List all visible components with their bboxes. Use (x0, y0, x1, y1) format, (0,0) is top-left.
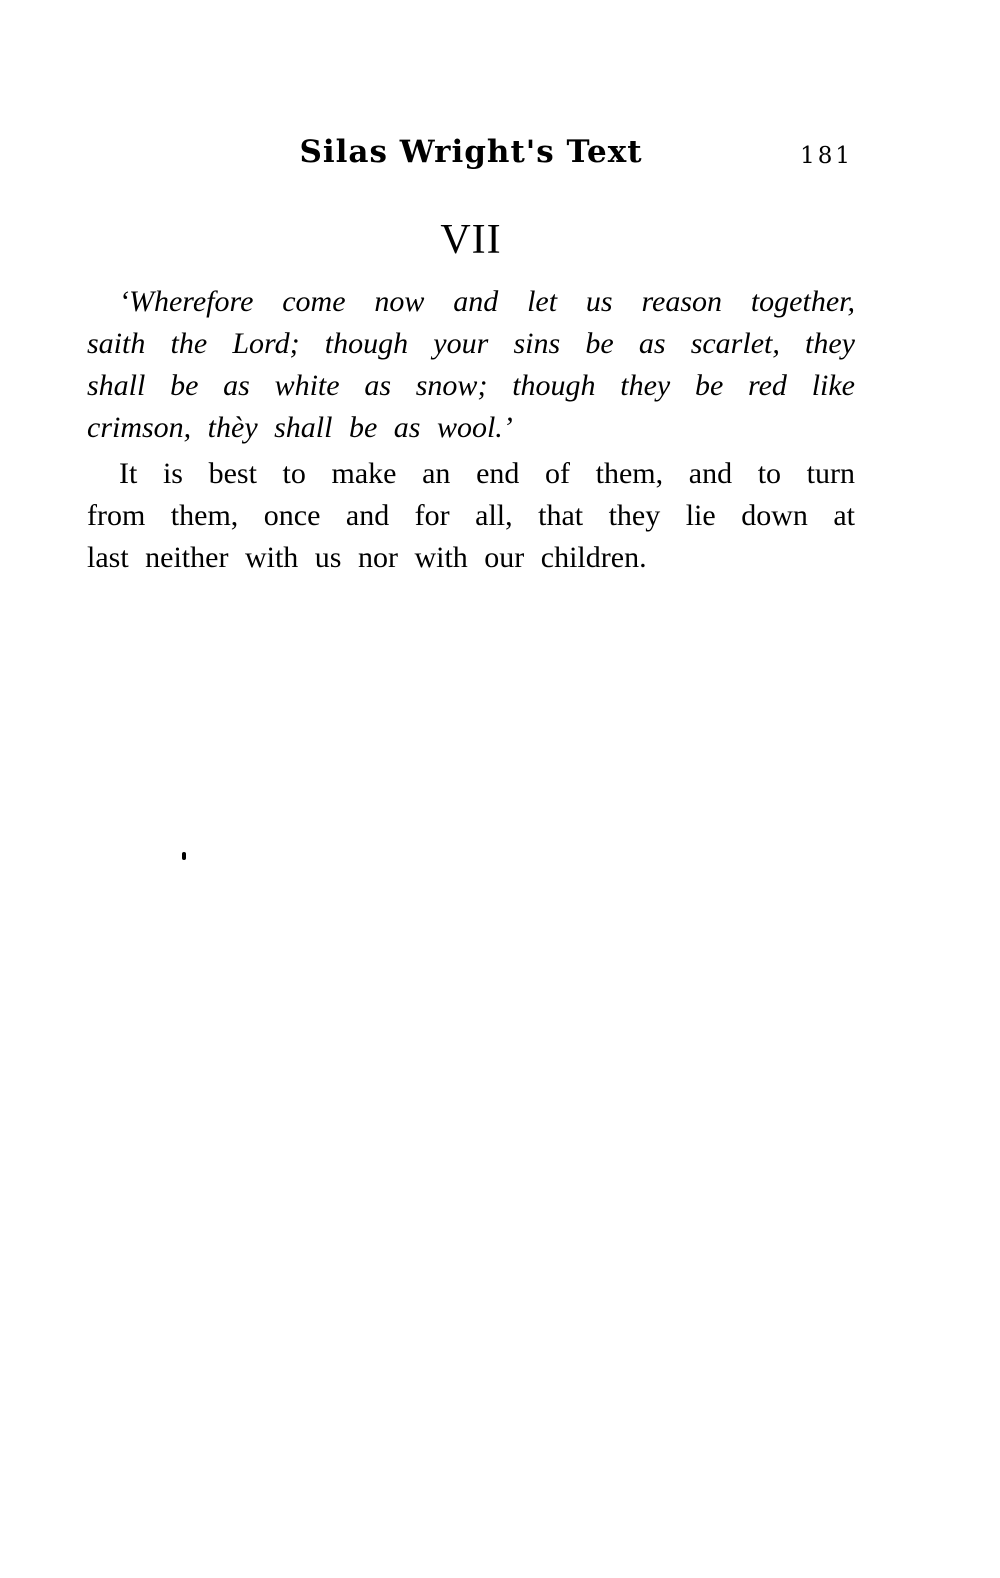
quote-line: crimson, thèy shall be as wool.’ (87, 411, 513, 444)
quote-line: shall be as white as snow; though they be red like (87, 369, 855, 402)
body-line: from them, once and for all, that they lie down at (87, 499, 855, 532)
scripture-quote-paragraph (87, 281, 855, 449)
body-text (87, 281, 855, 579)
quote-line: ‘Wherefore come now and let us reason together, (119, 285, 855, 318)
running-header (87, 134, 855, 176)
quote-line: saith the Lord; though your sins be as scarlet, they (87, 327, 855, 360)
running-header-title: Silas Wright's Text (299, 134, 643, 170)
body-line: last neither with us nor with our children. (87, 541, 647, 574)
body-paragraph (87, 453, 855, 579)
body-line: It is best to make an end of them, and to turn (119, 457, 855, 490)
page-number: 181 (800, 143, 853, 169)
ink-speck-artifact (182, 852, 186, 860)
chapter-heading: VII (440, 217, 502, 263)
